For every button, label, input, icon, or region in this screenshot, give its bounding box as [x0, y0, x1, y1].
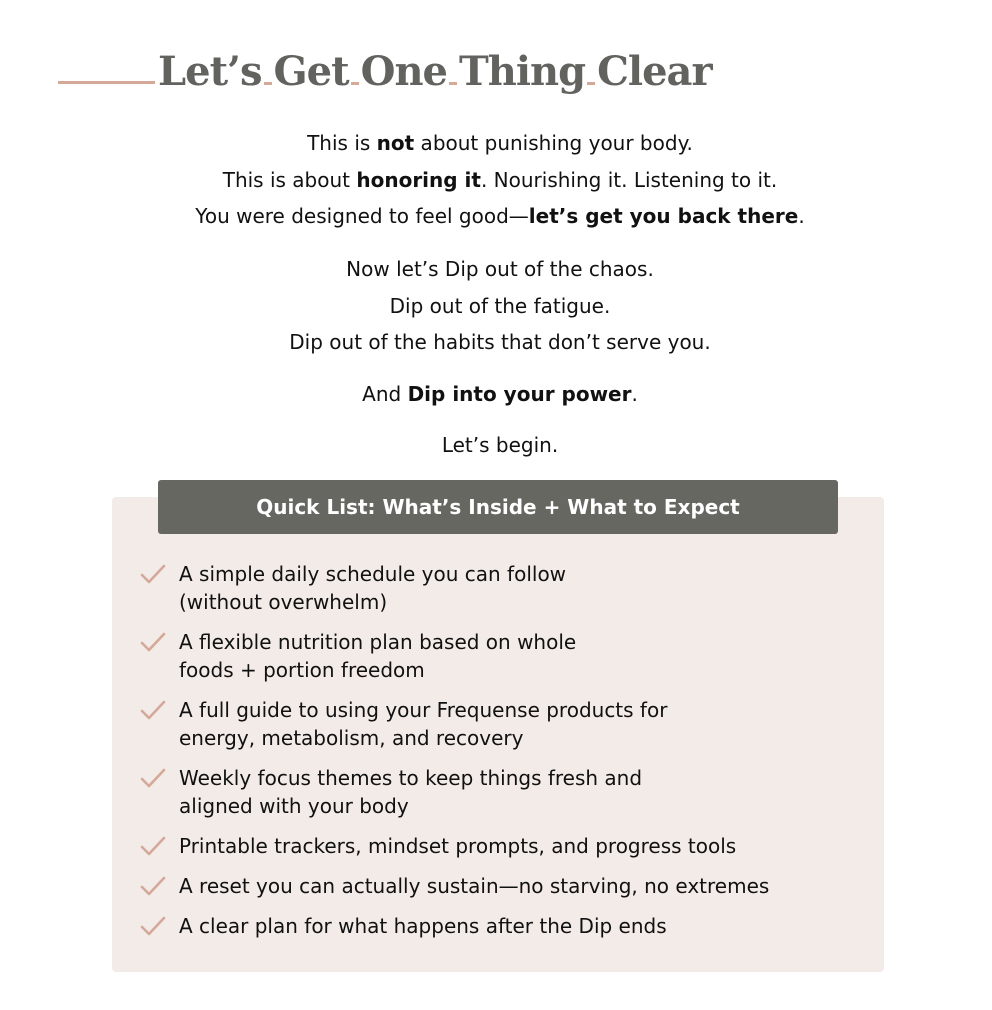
title-separator [587, 82, 595, 85]
intro-line: And Dip into your power. [362, 382, 638, 406]
intro-paragraph-2 [0, 251, 992, 361]
intro-line: Now let’s Dip out of the chaos. [346, 257, 654, 281]
list-item [140, 764, 642, 820]
list-item-line: aligned with your body [179, 794, 409, 818]
intro-line: This is not about punishing your body. [307, 131, 693, 155]
list-item-line: energy, metabolism, and recovery [179, 726, 524, 750]
list-item-text [179, 872, 769, 900]
list-item-text [179, 696, 667, 752]
intro-line: Dip out of the fatigue. [389, 293, 611, 318]
list-item-text [179, 764, 642, 820]
list-item-text [179, 912, 667, 940]
title-word: One [360, 48, 447, 95]
list-item-line: Printable trackers, mindset prompts, and progress tools [179, 834, 737, 858]
check-icon [140, 835, 166, 857]
list-item-line: A clear plan for what happens after the Dip ends [179, 914, 667, 938]
list-item [140, 628, 576, 684]
list-item-text [179, 628, 576, 684]
list-item-line: (without overwhelm) [179, 590, 388, 614]
check-icon [140, 767, 166, 789]
title-word: Thing [458, 48, 586, 95]
title-word: Clear [597, 48, 712, 95]
list-item [140, 560, 566, 616]
list-item-text [179, 560, 566, 616]
check-icon [140, 699, 166, 721]
title-accent-rule [58, 81, 155, 84]
intro-line: Dip out of the habits that don’t serve you. [289, 330, 711, 354]
intro-line: You were designed to feel good—let’s get you back there. [195, 204, 805, 228]
intro-paragraph-4 [0, 427, 992, 464]
title-separator [449, 82, 457, 85]
page-title [158, 48, 712, 95]
check-icon [140, 875, 166, 897]
list-item-line: A flexible nutrition plan based on whole [179, 630, 577, 654]
check-icon [140, 631, 166, 653]
title-word: Get [273, 48, 349, 95]
title-word: Let’s [158, 48, 262, 95]
intro-line: This is about honoring it. Nourishing it. Listening to it. [222, 167, 778, 192]
title-separator [351, 82, 359, 85]
intro-paragraph-3 [0, 376, 992, 413]
list-item-line: A reset you can actually sustain—no starving, no extremes [179, 874, 770, 898]
list-item [140, 872, 769, 900]
list-item-line: foods + portion freedom [179, 658, 425, 682]
list-item [140, 912, 667, 940]
list-item-line: A simple daily schedule you can follow [179, 562, 567, 586]
check-icon [140, 915, 166, 937]
check-icon [140, 563, 166, 585]
list-item [140, 696, 667, 752]
list-item-line: Weekly focus themes to keep things fresh and [179, 766, 643, 790]
list-item-line: A full guide to using your Frequense products for [179, 698, 668, 722]
intro-line: Let’s begin. [441, 433, 559, 457]
quick-list-header: Quick List: What’s Inside + What to Expect [158, 480, 838, 534]
list-item-text [179, 832, 736, 860]
list-item [140, 832, 736, 860]
intro-paragraph-1 [0, 125, 992, 235]
title-separator [264, 82, 272, 85]
